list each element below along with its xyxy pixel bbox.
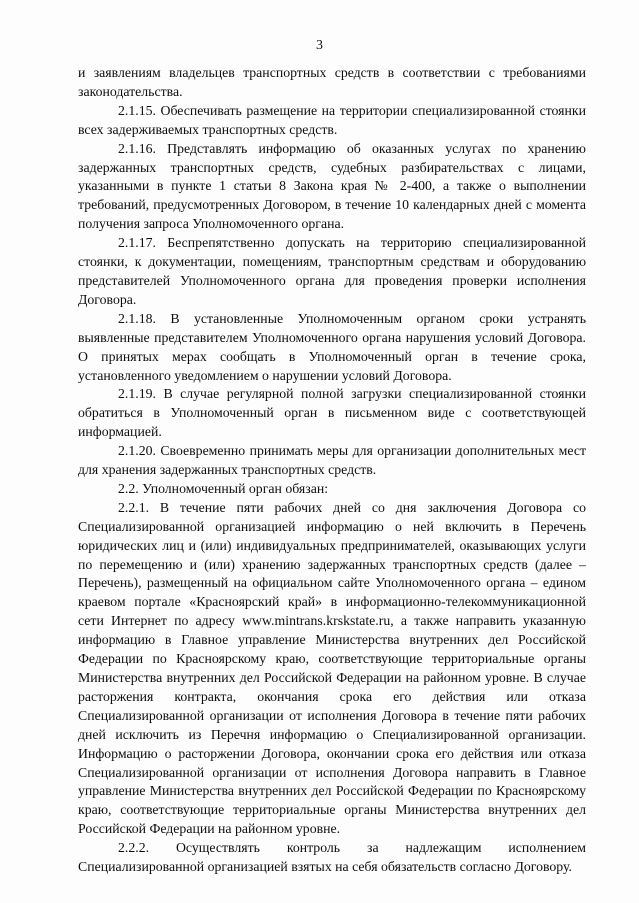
paragraph-2-1-14-continuation: и заявлениям владельцев транспортных средств в соответствии с требованиями законодательства. <box>78 65 586 99</box>
paragraph-2-1-17: 2.1.17. Беспрепятственно допускать на территорию специализированной стоянки, к документации, помещениям, транспортным средствам и оборудованию представителей Уполномоченного органа для проведения проверки исполнения Договора. <box>78 235 586 307</box>
document-body <box>78 64 586 877</box>
paragraph-2-2-2: 2.2.2. Осуществлять контроль за надлежащим исполнением Специализированной организацией взятых на себя обязательств согласно Договору. <box>78 840 586 875</box>
paragraph-2-1-19: 2.1.19. В случае регулярной полной загрузки специализированной стоянки обратиться в Уполномоченный орган в письменном виде с соответствующей информацией. <box>78 386 586 440</box>
paragraph-2-2-1: 2.2.1. В течение пяти рабочих дней со дня заключения Договора со Специализированной организацией информацию о ней включить в Перечень юридических лиц и (или) индивидуальных предпринимателей, оказывающих услуги по перемещению и (или) хранению задержанных транспортных средств (далее – Перечень), размещенный на официальном сайте Уполномоченного органа – едином краевом портале «Красноярский край» в информационно-телекоммуникационной сети Интернет по адресу www.mintrans.krskstate.ru, а также направить указанную информацию в Главное управление Министерства внутренних дел Российской Федерации по Красноярскому краю, соответствующие территориальные органы Министерства внутренних дел Российской Федерации на районном уровне. В случае расторжения контракта, окончания срока его действия или отказа Специализированной организации от исполнения Договора в течение пяти рабочих дней исключить из Перечня информацию о Специализированной организации. Информацию о расторжении Договора, окончании срока его действия или отказа Специализированной организации от исполнения Договора направить в Главное управление Министерства внутренних дел Российской Федерации по Красноярскому краю, соответствующие территориальные органы Министерства внутренних дел Российской Федерации на районном уровне. <box>78 499 586 837</box>
paragraph-2-1-18: 2.1.18. В установленные Уполномоченным органом сроки устранять выявленные представителем Уполномоченного органа нарушения условий Договора. О принятых мерах сообщать в Уполномоченный орган в течение срока, установленного уведомлением о нарушении условий Договора. <box>78 310 586 383</box>
paragraph-2-1-15: 2.1.15. Обеспечивать размещение на территории специализированной стоянки всех задерживаемых транспортных средств. <box>78 102 586 137</box>
paragraph-2-1-20: 2.1.20. Своевременно принимать меры для организации дополнительных мест для хранения задержанных транспортных средств. <box>78 443 586 478</box>
page-number: 3 <box>316 38 323 53</box>
section-2-2-heading: 2.2. Уполномоченный орган обязан: <box>118 480 329 496</box>
paragraph-2-1-16: 2.1.16. Представлять информацию об оказанных услугах по хранению задержанных транспортных средств, судебных разбирательствах с лицами, указанными в пункте 1 статьи 8 Закона края № 2-400, а также о выполнении требований, предусмотренных Договором, в течение 10 календарных дней с момента получения запроса Уполномоченного органа. <box>78 140 586 232</box>
